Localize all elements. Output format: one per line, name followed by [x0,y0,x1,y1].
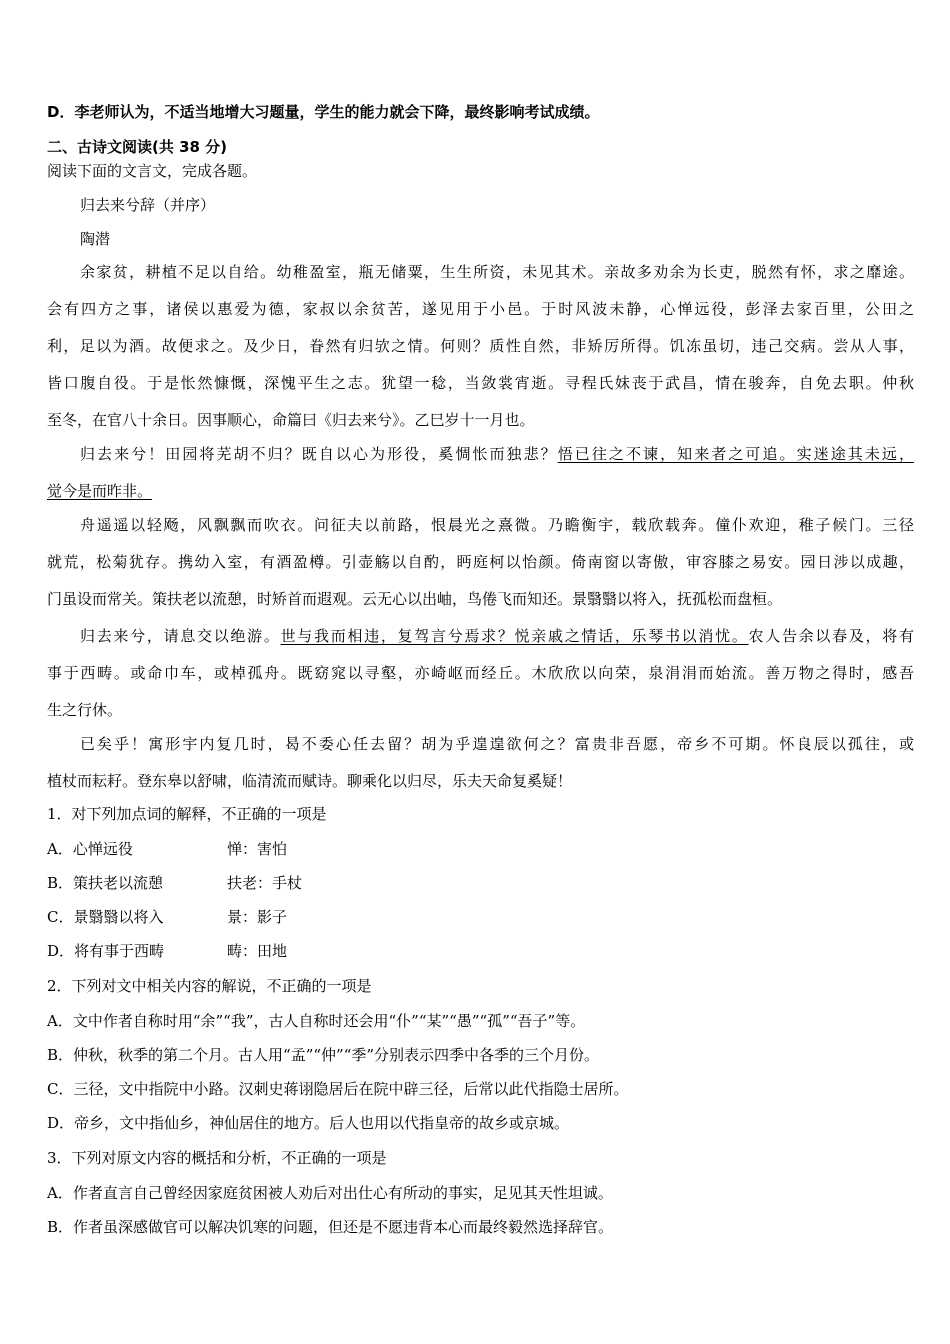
option-word: D．将有事于西畴 [47,942,165,960]
instruction: 阅读下面的文言文，完成各题。 [47,162,258,180]
passage-line [80,444,914,464]
passage-line: 生之行休。 [47,701,123,719]
passage-line: 至冬，在官八十余日。因事顺心，命篇曰《归去来兮》。乙巳岁十一月也。 [47,411,535,429]
underlined-sentence: 觉今是而昨非。 [47,482,153,500]
question-2-stem: 2．下列对文中相关内容的解说，不正确的一项是 [47,977,372,995]
option-definition: 畴：田地 [227,942,288,960]
option-word: A．心惮远役 [47,840,133,858]
passage-line: 植杖而耘耔。登东皋以舒啸，临清流而赋诗。聊乘化以归尽，乐夫天命复奚疑！ [47,772,573,790]
question-3-stem: 3．下列对原文内容的概括和分析，不正确的一项是 [47,1149,387,1167]
question-3-option-b: B．作者虽深感做官可以解决饥寒的问题，但还是不愿违背本心而最终毅然选择辞官。 [47,1218,614,1236]
underlined-sentence: 悟已往之不谏，知来者之可追。实迷途其未远， [557,445,914,463]
passage-line: 门虽设而常关。策扶老以流憩，时矫首而遐观。云无心以出岫，鸟倦飞而知还。景翳翳以将入，抚孤松而盘桓。 [47,590,783,608]
question-2-option-c: C．三径，文中指院中小路。汉刺史蒋诩隐居后在院中辟三径，后常以此代指隐士居所。 [47,1080,629,1098]
question-2-option-a: A．文中作者自称时用“余”“我”，古人自称时还会用“仆”“某”“愚”“孤”“吾子”等。 [47,1012,586,1030]
option-word: C．景翳翳以将入 [47,908,164,926]
passage-text: 农人告余以春及，将有 [748,627,914,645]
question-1-stem: 1．对下列加点词的解释，不正确的一项是 [47,805,327,823]
question-2-option-d: D．帝乡，文中指仙乡，神仙居住的地方。后人也用以代指皇帝的故乡或京城。 [47,1114,570,1132]
option-word: B．策扶老以流憩 [47,874,164,892]
option-definition: 景：影子 [227,908,288,926]
passage-line [47,481,152,501]
passage-line: 余家贫，耕植不足以自给。幼稚盈室，瓶无储粟，生生所资，未见其术。亲故多劝余为长吏，脱然有怀，求之靡途。 [80,263,914,281]
option-definition: 扶老：手杖 [227,874,303,892]
passage-line: 皆口腹自役。于是怅然慷慨，深愧平生之志。犹望一稔，当敛裳宵逝。寻程氏妹丧于武昌，情在骏奔，自免去职。仲秋 [47,374,914,392]
passage-line: 会有四方之事，诸侯以惠爱为德，家叔以余贫苦，遂见用于小邑。于时风波未静，心惮远役，彭泽去家百里，公田之 [47,300,914,318]
question-2-option-b: B．仲秋，秋季的第二个月。古人用“孟”“仲”“季”分别表示四季中各季的三个月份。 [47,1046,600,1064]
option-definition: 惮：害怕 [227,840,288,858]
passage-line: 就荒，松菊犹存。携幼入室，有酒盈樽。引壶觞以自酌，眄庭柯以怡颜。倚南窗以寄傲，审容膝之易安。园日涉以成趣， [47,553,914,571]
passage-line [80,626,914,646]
passage-line: 已矣乎！寓形宇内复几时，曷不委心任去留？胡为乎遑遑欲何之？富贵非吾愿，帝乡不可期。怀良辰以孤往，或 [80,735,914,753]
option-d-prev-question: D．李老师认为，不适当地增大习题量，学生的能力就会下降，最终影响考试成绩。 [47,103,600,121]
question-1-option-d [47,941,287,961]
poem-title: 归去来兮辞（并序） [80,196,216,214]
passage-line: 事于西畴。或命巾车，或棹孤舟。既窈窕以寻壑，亦崎岖而经丘。木欣欣以向荣，泉涓涓而始流。善万物之得时，感吾 [47,664,914,682]
passage-line: 利，足以为酒。故便求之。及少日，眷然有归欤之情。何则？质性自然，非矫厉所得。饥冻虽切，违己交病。尝从人事， [47,337,914,355]
passage-line: 舟遥遥以轻飏，风飘飘而吹衣。问征夫以前路，恨晨光之熹微。乃瞻衡宇，载欣载奔。僮仆欢迎，稚子候门。三径 [80,516,914,534]
underlined-sentence: 世与我而相违，复驾言兮焉求？悦亲戚之情话，乐琴书以消忧。 [280,627,749,645]
section-title: 二、古诗文阅读(共 38 分) [47,138,228,156]
question-1-option-b [47,873,302,893]
question-1-option-c [47,907,287,927]
question-1-option-a [47,839,287,859]
question-3-option-a: A．作者直言自己曾经因家庭贫困被人劝后对出仕心有所动的事实，足见其天性坦诚。 [47,1184,613,1202]
passage-text: 归去来兮，请息交以绝游。 [80,627,281,645]
passage-text: 归去来兮！田园将芜胡不归？既自以心为形役，奚惆怅而独悲？ [80,445,558,463]
poem-author: 陶潜 [80,230,111,248]
